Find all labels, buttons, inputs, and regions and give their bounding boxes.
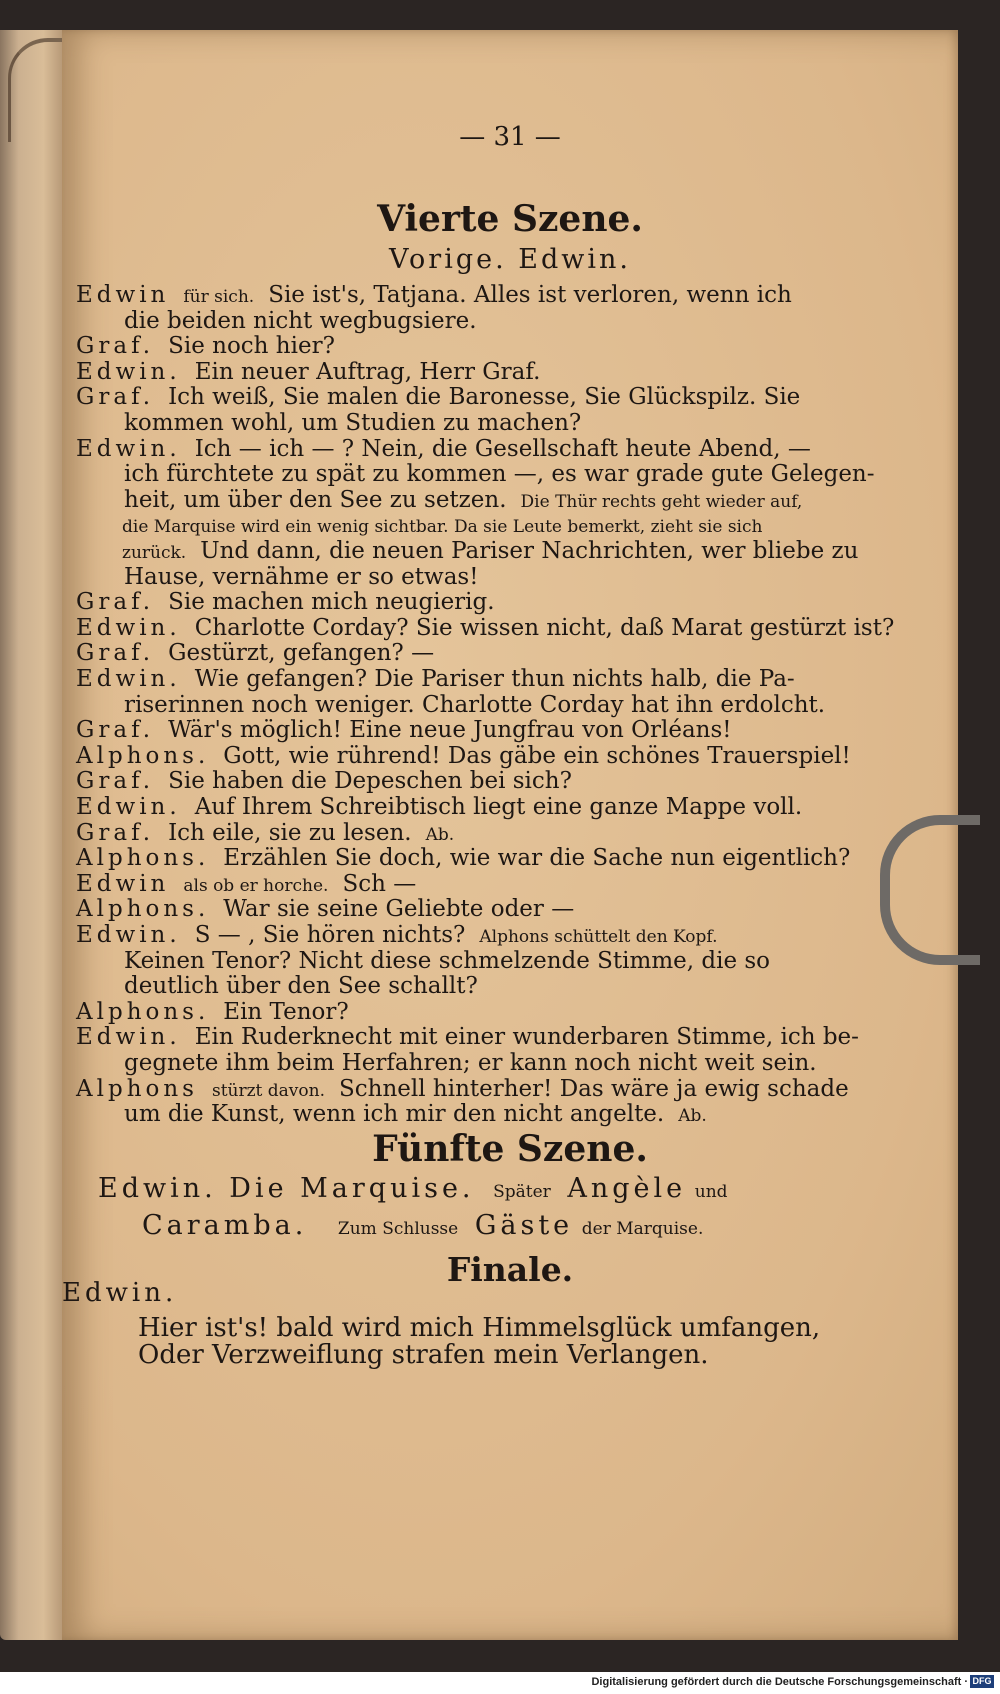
spoken-text: heit, um über den See zu setzen. <box>124 487 507 513</box>
dialogue-line <box>76 282 792 308</box>
paperclip <box>880 815 980 965</box>
speaker-name: Edwin. <box>76 615 181 641</box>
dialogue-line <box>76 922 718 948</box>
scene-4-title: Vierte Szene. <box>377 198 643 240</box>
dialogue-line <box>124 1050 817 1076</box>
scene-5-cast-line-2 <box>142 1210 703 1241</box>
stage-direction-exit: Ab. <box>678 1106 707 1126</box>
dialogue-line <box>76 1024 859 1050</box>
spoken-text: S — , Sie hören nichts? <box>194 922 466 948</box>
scene-5-cast-names: Edwin. Die Marquise. <box>98 1173 475 1204</box>
spoken-text: Ich eile, sie zu lesen. <box>168 820 412 846</box>
dialogue-line <box>76 871 416 897</box>
spoken-text: Charlotte Corday? Sie wissen nicht, daß Marat gestürzt ist? <box>194 615 895 641</box>
spoken-text: Ein Tenor? <box>223 999 349 1025</box>
dialogue-line <box>76 896 574 922</box>
dialogue-line <box>76 359 540 385</box>
speaker-name: Alphons <box>76 1076 198 1102</box>
speaker-name: Edwin. <box>76 1024 181 1050</box>
speaker-name: Alphons. <box>76 999 210 1025</box>
scene-5-and: und <box>694 1182 728 1202</box>
dialogue-line <box>76 384 800 410</box>
dialogue-line <box>124 973 478 999</box>
scene-5-cast-marquise: der Marquise. <box>581 1219 704 1239</box>
dialogue-line <box>76 743 851 769</box>
scene-5-cast-line-1 <box>98 1173 728 1204</box>
spoken-text: Hause, vernähme er so etwas! <box>124 564 479 590</box>
stage-direction: zurück. <box>122 543 187 563</box>
spoken-text: War sie seine Geliebte oder — <box>223 896 575 922</box>
spoken-text: Ich — ich — ? Nein, die Gesellschaft heute Abend, — <box>194 436 811 462</box>
spoken-text: Ein neuer Auftrag, Herr Graf. <box>194 359 541 385</box>
dialogue-line <box>76 640 434 666</box>
dialogue-line <box>76 1076 849 1102</box>
dialogue-line <box>76 768 572 794</box>
dialogue-line <box>124 487 802 513</box>
spoken-text: Wie gefangen? Die Pariser thun nichts halb, die Pa- <box>194 666 795 692</box>
speaker-name: Edwin. <box>76 922 181 948</box>
speaker-name: Alphons. <box>76 845 210 871</box>
spoken-text: Gestürzt, gefangen? — <box>168 640 435 666</box>
dialogue-line <box>76 820 454 846</box>
scene-5-cast-guests: Gäste <box>474 1210 574 1241</box>
spoken-text: Schnell hinterher! Das wäre ja ewig schade <box>339 1076 849 1102</box>
dialogue-line <box>124 410 581 436</box>
dialogue-line <box>76 333 335 359</box>
dialogue-line <box>76 436 811 462</box>
page-number: — 31 — <box>459 122 561 152</box>
dialogue-line <box>122 538 858 564</box>
dfg-logo: DFG <box>970 1675 994 1688</box>
book-page <box>62 30 958 1640</box>
stage-direction: Ab. <box>425 825 455 845</box>
stage-direction: als ob er horche. <box>183 876 329 896</box>
dialogue-line <box>76 615 894 641</box>
spoken-text: Auf Ihrem Schreibtisch liegt eine ganze Mappe voll. <box>194 794 803 820</box>
speaker-name: Edwin. <box>76 436 181 462</box>
spoken-text: Wär's möglich! Eine neue Jungfrau von Orléans! <box>168 717 732 743</box>
speaker-name: Edwin <box>76 871 170 897</box>
speaker-name: Graf. <box>76 384 155 410</box>
spoken-text: riserinnen noch weniger. Charlotte Corday hat ihn erdolcht. <box>124 692 826 718</box>
speaker-name: Edwin. <box>76 794 181 820</box>
spoken-text: Ein Ruderknecht mit einer wunderbaren Stimme, ich be- <box>194 1024 859 1050</box>
spoken-text: Sie machen mich neugierig. <box>168 589 495 615</box>
stage-direction: die Marquise wird ein wenig sichtbar. Da sie Leute bemerkt, zieht sie sich <box>122 517 763 537</box>
speaker-name: Alphons. <box>76 743 210 769</box>
dialogue-line <box>122 512 776 538</box>
speaker-name: Graf. <box>76 640 155 666</box>
spoken-text: Sch — <box>342 871 417 897</box>
dialogue-line <box>76 589 495 615</box>
spoken-text: Keinen Tenor? Nicht diese schmelzende Stimme, die so <box>124 948 771 974</box>
stage-direction: Die Thür rechts geht wieder auf, <box>520 492 803 512</box>
finale-verse-1: Hier ist's! bald wird mich Himmelsglück umfangen, <box>138 1313 821 1343</box>
finale-speaker: Edwin. <box>62 1278 178 1308</box>
spoken-text: Sie ist's, Tatjana. Alles ist verloren, wenn ich <box>268 282 792 308</box>
spoken-text: deutlich über den See schallt? <box>124 973 478 999</box>
speaker-name: Alphons. <box>76 896 210 922</box>
speaker-name: Graf. <box>76 333 155 359</box>
spoken-text: Sie noch hier? <box>168 333 335 359</box>
dialogue-line <box>76 666 795 692</box>
speaker-name: Graf. <box>76 820 155 846</box>
spoken-text: ich fürchtete zu spät zu kommen —, es war grade gute Gelegen- <box>124 461 875 487</box>
dialogue-line <box>124 948 770 974</box>
scene-5-cast-angele: Angèle <box>567 1173 687 1204</box>
footer-credit: Digitalisierung gefördert durch die Deutsche Forschungsgemeinschaft · <box>591 1676 968 1688</box>
dialogue-line <box>124 1101 707 1127</box>
scene-5-cast-caramba: Caramba. <box>142 1210 308 1241</box>
dialogue-line <box>124 692 825 718</box>
spoken-text: Und dann, die neuen Pariser Nachrichten, wer bliebe zu <box>200 538 859 564</box>
scene-5-direction-later: Später <box>493 1182 551 1202</box>
spoken-text: um die Kunst, wenn ich mir den nicht angelte. <box>124 1101 665 1127</box>
dialogue-line <box>76 845 850 871</box>
spoken-text: Erzählen Sie doch, wie war die Sache nun eigentlich? <box>223 845 851 871</box>
dialogue-line <box>76 717 732 743</box>
page-curl <box>8 38 63 142</box>
speaker-name: Graf. <box>76 589 155 615</box>
speaker-name: Edwin. <box>76 666 181 692</box>
spoken-text: Ich weiß, Sie malen die Baronesse, Sie Glückspilz. Sie <box>168 384 801 410</box>
stage-direction: Alphons schüttelt den Kopf. <box>479 927 718 947</box>
scene-5-direction-end: Zum Schlusse <box>337 1219 459 1239</box>
dialogue-line <box>76 999 349 1025</box>
speaker-name: Edwin. <box>76 359 181 385</box>
stage-direction: für sich. <box>183 287 255 307</box>
speaker-name: Graf. <box>76 768 155 794</box>
speaker-name: Graf. <box>76 717 155 743</box>
stage-direction: stürzt davon. <box>211 1081 326 1101</box>
dialogue-line <box>124 564 478 590</box>
spoken-text: Gott, wie rührend! Das gäbe ein schönes Trauerspiel! <box>223 743 851 769</box>
scene-5-title: Fünfte Szene. <box>372 1128 648 1170</box>
dialogue-line <box>124 308 477 334</box>
spoken-text: die beiden nicht wegbugsiere. <box>124 308 477 334</box>
finale-title: Finale. <box>446 1250 574 1289</box>
dialogue-line <box>124 461 875 487</box>
spoken-text: gegnete ihm beim Herfahren; er kann noch nicht weit sein. <box>124 1050 817 1076</box>
spoken-text: kommen wohl, um Studien zu machen? <box>124 410 582 436</box>
dialogue-line <box>76 794 802 820</box>
finale-verse-2: Oder Verzweiflung strafen mein Verlangen. <box>138 1340 709 1370</box>
spoken-text: Sie haben die Depeschen bei sich? <box>168 768 572 794</box>
speaker-name: Edwin <box>76 282 170 308</box>
scene-4-cast: Vorige. Edwin. <box>389 244 631 275</box>
previous-page-edge <box>0 30 62 1640</box>
